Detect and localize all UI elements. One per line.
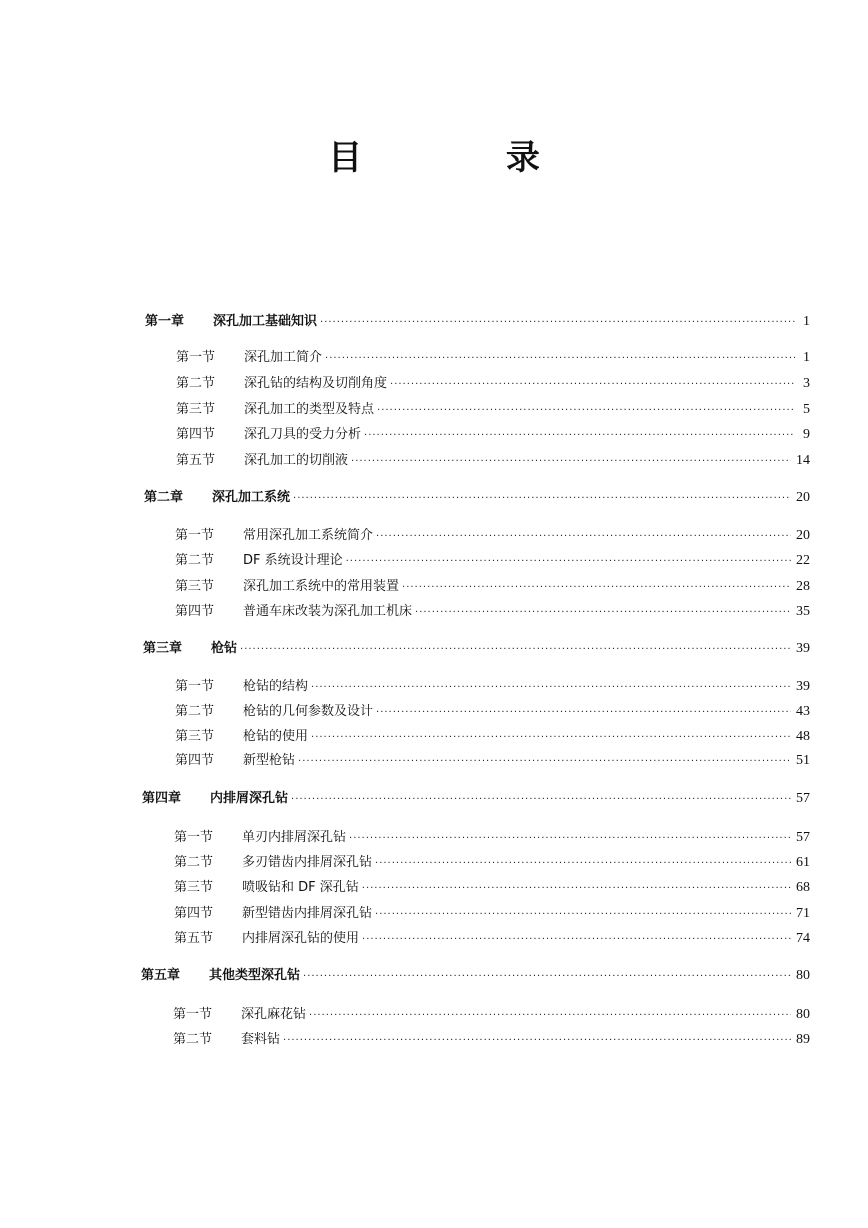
dot-leader — [375, 906, 791, 924]
page-number: 48 — [796, 729, 810, 744]
section-title: 枪钻的结构 — [243, 679, 309, 694]
dot-leader — [346, 553, 791, 571]
page-title: 目 录 — [328, 138, 606, 178]
dot-leader — [351, 453, 791, 471]
section-title: 内排屑深孔钻的使用 — [242, 931, 360, 946]
section-number: 第五节 — [174, 931, 214, 946]
section-title: 枪钻的几何参数及设计 — [243, 704, 374, 719]
toc-chapter-2[interactable] — [144, 489, 810, 507]
page-number: 35 — [796, 604, 810, 619]
toc-section-3-3[interactable] — [175, 728, 810, 746]
section-number: 第四节 — [175, 604, 215, 619]
chapter-number: 第二章 — [144, 490, 184, 505]
chapter-title: 枪钻 — [211, 641, 238, 656]
page-number: 51 — [796, 753, 810, 768]
toc-section-4-3[interactable] — [174, 879, 810, 897]
dot-leader — [325, 350, 795, 368]
toc-section-2-4[interactable] — [175, 603, 810, 621]
toc-chapter-4[interactable] — [142, 790, 810, 808]
section-title: 深孔加工的类型及特点 — [244, 402, 375, 417]
toc-section-3-1[interactable] — [175, 678, 810, 696]
page-number: 22 — [796, 553, 810, 568]
section-number: 第一节 — [175, 679, 215, 694]
toc-section-5-1[interactable] — [173, 1006, 810, 1024]
dot-leader — [320, 314, 795, 332]
dot-leader — [415, 604, 791, 622]
page-number: 43 — [796, 704, 810, 719]
page-number: 1 — [803, 314, 810, 329]
dot-leader — [240, 641, 791, 659]
toc-section-2-3[interactable] — [175, 578, 810, 596]
toc-chapter-5[interactable] — [141, 967, 810, 985]
section-number: 第三节 — [176, 402, 216, 417]
section-number: 第二节 — [176, 376, 216, 391]
dot-leader — [311, 679, 791, 697]
section-number: 第二节 — [173, 1032, 213, 1047]
dot-leader — [376, 704, 791, 722]
dot-leader — [303, 968, 791, 986]
dot-leader — [376, 528, 791, 546]
toc-section-3-2[interactable] — [175, 703, 810, 721]
dot-leader — [375, 855, 791, 873]
section-title: 新型错齿内排屑深孔钻 — [242, 906, 373, 921]
section-title: 深孔加工的切削液 — [244, 453, 349, 468]
page-number: 5 — [803, 402, 810, 417]
toc-section-4-4[interactable] — [174, 905, 810, 923]
page-number: 20 — [796, 490, 810, 505]
toc-section-1-4[interactable] — [176, 426, 810, 444]
chapter-title: 深孔加工系统 — [212, 490, 291, 505]
toc-section-2-1[interactable] — [175, 527, 810, 545]
page-number: 57 — [796, 830, 810, 845]
dot-leader — [362, 880, 791, 898]
chapter-number: 第三章 — [143, 641, 183, 656]
section-number: 第四节 — [174, 906, 214, 921]
toc-section-5-2[interactable] — [173, 1031, 810, 1049]
toc-section-4-5[interactable] — [174, 930, 810, 948]
page-number: 89 — [796, 1032, 810, 1047]
section-number: 第二节 — [175, 553, 215, 568]
page-number: 39 — [796, 679, 810, 694]
section-number: 第五节 — [176, 453, 216, 468]
section-title: 单刃内排屑深孔钻 — [242, 830, 347, 845]
section-title: DF 系统设计理论 — [243, 553, 343, 568]
toc-section-1-5[interactable] — [176, 452, 810, 470]
section-number: 第二节 — [175, 704, 215, 719]
section-number: 第三节 — [175, 579, 215, 594]
section-number: 第四节 — [175, 753, 215, 768]
dot-leader — [364, 427, 795, 445]
section-number: 第三节 — [174, 880, 214, 895]
page-number: 1 — [803, 350, 810, 365]
toc-chapter-3[interactable] — [143, 640, 810, 658]
page-number: 20 — [796, 528, 810, 543]
toc-section-1-2[interactable] — [176, 375, 810, 393]
dot-leader — [349, 830, 791, 848]
dot-leader — [362, 931, 791, 949]
page-number: 61 — [796, 855, 810, 870]
page-number: 39 — [796, 641, 810, 656]
toc-section-4-2[interactable] — [174, 854, 810, 872]
toc-section-1-3[interactable] — [176, 401, 810, 419]
section-title: 深孔钻的结构及切削角度 — [244, 376, 388, 391]
page-number: 28 — [796, 579, 810, 594]
section-number: 第一节 — [176, 350, 216, 365]
dot-leader — [291, 791, 791, 809]
section-title: 常用深孔加工系统简介 — [243, 528, 374, 543]
page-number: 80 — [796, 968, 810, 983]
toc-section-1-1[interactable] — [176, 349, 810, 367]
section-title: 深孔刀具的受力分析 — [244, 427, 362, 442]
section-title: 普通车床改装为深孔加工机床 — [243, 604, 413, 619]
dot-leader — [390, 376, 795, 394]
dot-leader — [309, 1007, 791, 1025]
section-title: 枪钻的使用 — [243, 729, 309, 744]
section-number: 第一节 — [175, 528, 215, 543]
toc-section-2-2[interactable] — [175, 552, 810, 570]
toc-section-3-4[interactable] — [175, 752, 810, 770]
section-number: 第二节 — [174, 855, 214, 870]
page-number: 71 — [796, 906, 810, 921]
dot-leader — [377, 402, 795, 420]
page-number: 9 — [803, 427, 810, 442]
section-number: 第一节 — [174, 830, 214, 845]
page-number: 80 — [796, 1007, 810, 1022]
dot-leader — [283, 1032, 791, 1050]
section-title: 喷吸钻和 DF 深孔钻 — [242, 880, 359, 895]
dot-leader — [298, 753, 791, 771]
section-title: 多刃错齿内排屑深孔钻 — [242, 855, 373, 870]
page-number: 3 — [803, 376, 810, 391]
chapter-title: 内排屑深孔钻 — [210, 791, 289, 806]
dot-leader — [311, 729, 791, 747]
section-number: 第四节 — [176, 427, 216, 442]
dot-leader — [402, 579, 791, 597]
section-title: 深孔加工系统中的常用装置 — [243, 579, 400, 594]
chapter-title: 深孔加工基础知识 — [213, 314, 318, 329]
chapter-number: 第一章 — [145, 314, 185, 329]
section-title: 新型枪钻 — [243, 753, 296, 768]
page-number: 74 — [796, 931, 810, 946]
toc-section-4-1[interactable] — [174, 829, 810, 847]
section-number: 第三节 — [175, 729, 215, 744]
section-title: 套料钻 — [241, 1032, 281, 1047]
toc-chapter-1[interactable] — [145, 313, 810, 331]
section-title: 深孔麻花钻 — [241, 1007, 307, 1022]
chapter-number: 第四章 — [142, 791, 182, 806]
section-title: 深孔加工简介 — [244, 350, 323, 365]
page-number: 14 — [796, 453, 810, 468]
page-number: 68 — [796, 880, 810, 895]
dot-leader — [293, 490, 791, 508]
page-number: 57 — [796, 791, 810, 806]
chapter-number: 第五章 — [141, 968, 181, 983]
section-number: 第一节 — [173, 1007, 213, 1022]
chapter-title: 其他类型深孔钻 — [209, 968, 301, 983]
